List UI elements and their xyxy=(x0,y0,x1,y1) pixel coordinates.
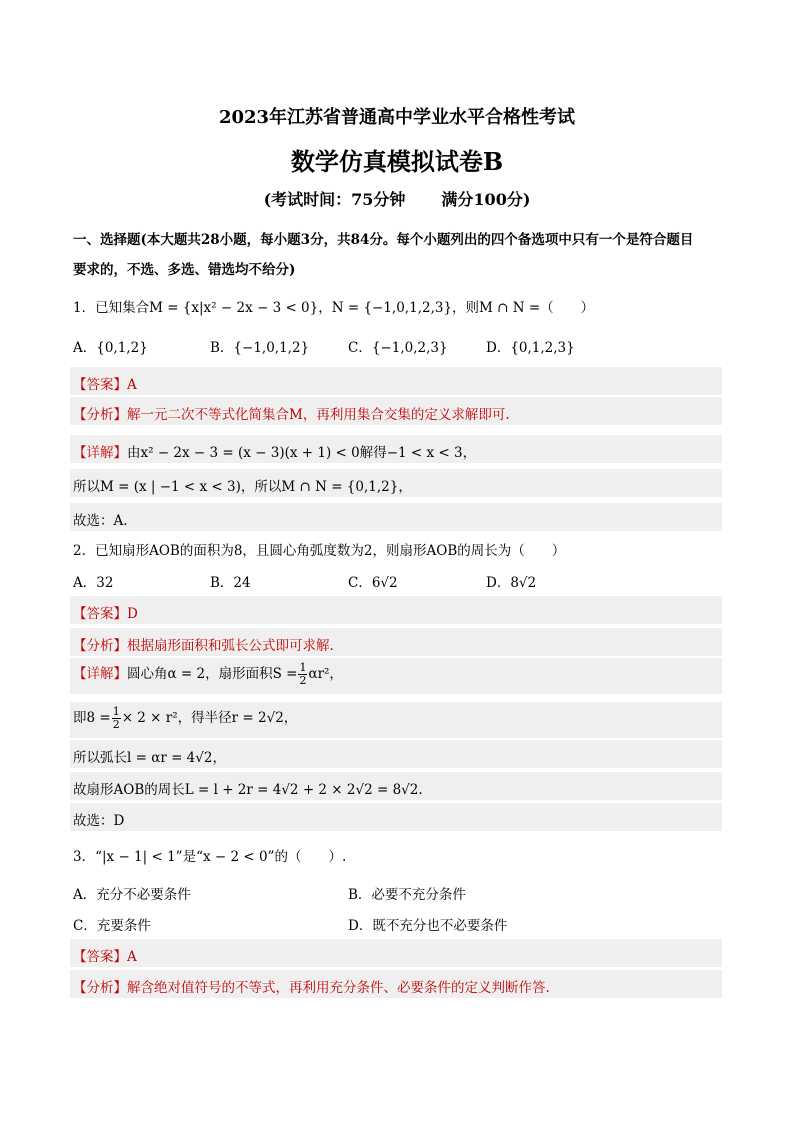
exam-subtitle: 数学仿真模拟试卷B xyxy=(290,147,504,176)
q1-detail-1: 由x² − 2x − 3 = (x − 3)(x + 1) < 0解得−1 < x < 3， xyxy=(127,445,477,461)
q2-detail-4: 故扇形AOB的周长L = l + 2r = 4√2 + 2 × 2√2 = 8√2. xyxy=(73,782,423,798)
q3-option-d: D．既不充分也不必要条件 xyxy=(348,918,508,934)
q2-option-d: D．8√2 xyxy=(486,575,537,591)
q1-answer-row xyxy=(70,367,722,395)
detail-tag: 【详解】 xyxy=(73,445,127,461)
q3-option-a: A．充分不必要条件 xyxy=(73,887,191,903)
q3-stem: 3．“|x − 1| < 1”是“x − 2 < 0”的（ ）. xyxy=(73,849,347,865)
q2-detail-1a: 圆心角α = 2，扇形面积S = xyxy=(127,666,298,682)
q2-detail-3: 所以弧长l = αr = 4√2， xyxy=(73,750,226,766)
q2-option-a: A．32 xyxy=(73,575,114,591)
q2-conclusion-row xyxy=(70,803,722,831)
q1-detail-2: 所以M = (x | −1 < x < 3)，所以M ∩ N = {0,1,2}， xyxy=(73,479,412,495)
q2-detail-row-3 xyxy=(70,740,722,768)
q2-conclusion: 故选：D xyxy=(73,813,125,829)
section-instructions-line1: 一、选择题(本大题共28小题，每小题3分，共84分。每个小题列出的四个备选项中只有一个是符合题目 xyxy=(73,232,694,248)
q2-option-b: B．24 xyxy=(210,575,251,591)
exam-info xyxy=(0,187,794,210)
q1-option-d: D．{0,1,2,3} xyxy=(486,340,575,356)
answer-tag: 【答案】 xyxy=(73,377,127,393)
q3-option-c: C．充要条件 xyxy=(73,918,151,934)
q3-analysis-row xyxy=(70,970,722,998)
q1-option-c: C．{−1,0,2,3} xyxy=(348,340,448,356)
q3-answer: A xyxy=(127,949,137,965)
q2-detail-row-2 xyxy=(70,702,722,738)
score-info: 满分100分) xyxy=(441,190,531,209)
answer-tag: 【答案】 xyxy=(73,606,127,622)
q1-conclusion-row xyxy=(70,503,722,531)
q2-option-c: C．6√2 xyxy=(348,575,398,591)
q3-answer-row xyxy=(70,939,722,967)
q2-detail-row-1 xyxy=(70,658,722,694)
q2-detail-row-4 xyxy=(70,772,722,800)
q2-analysis: 根据扇形面积和弧长公式即可求解. xyxy=(127,638,334,654)
exam-title: 2023年江苏省普通高中学业水平合格性考试 xyxy=(218,107,576,128)
q1-answer: A xyxy=(127,377,137,393)
q1-stem: 1．已知集合M = {x|x² − 2x − 3 < 0}，N = {−1,0,1,2,3}，则M ∩ N =（ ） xyxy=(73,300,595,316)
q3-analysis: 解含绝对值符号的不等式，再利用充分条件、必要条件的定义判断作答. xyxy=(127,980,550,996)
q2-answer-row xyxy=(70,596,722,624)
q2-detail-2b: × 2 × r²，得半径r = 2√2， xyxy=(121,710,298,726)
analysis-tag: 【分析】 xyxy=(73,638,127,654)
q2-analysis-row xyxy=(70,628,722,656)
q2-detail-2a: 即8 = xyxy=(73,710,111,726)
q2-answer: D xyxy=(127,606,138,622)
analysis-tag: 【分析】 xyxy=(73,407,127,423)
q1-detail-row-1 xyxy=(70,435,722,463)
q2-stem: 2．已知扇形AOB的面积为8，且圆心角弧度数为2，则扇形AOB的周长为（ ） xyxy=(73,543,566,559)
answer-tag: 【答案】 xyxy=(73,949,127,965)
q1-option-b: B．{−1,0,1,2} xyxy=(210,340,310,356)
fraction-half: $\frac{1}{2}$ xyxy=(112,705,120,731)
q1-analysis: 解一元二次不等式化简集合M，再利用集合交集的定义求解即可. xyxy=(127,407,510,423)
q2-detail-1b: αr²， xyxy=(308,666,343,682)
q1-conclusion: 故选：A. xyxy=(73,513,128,529)
detail-tag: 【详解】 xyxy=(73,666,127,682)
q1-analysis-row xyxy=(70,397,722,425)
fraction-half: $\frac{1}{2}$ xyxy=(299,661,307,687)
analysis-tag: 【分析】 xyxy=(73,980,127,996)
q1-detail-row-2 xyxy=(70,469,722,497)
section-instructions-line2: 要求的，不选、多选、错选均不给分) xyxy=(73,262,296,278)
q3-option-b: B．必要不充分条件 xyxy=(348,887,466,903)
time-info: (考试时间：75分钟 xyxy=(263,190,406,209)
q1-option-a: A．{0,1,2} xyxy=(73,340,148,356)
